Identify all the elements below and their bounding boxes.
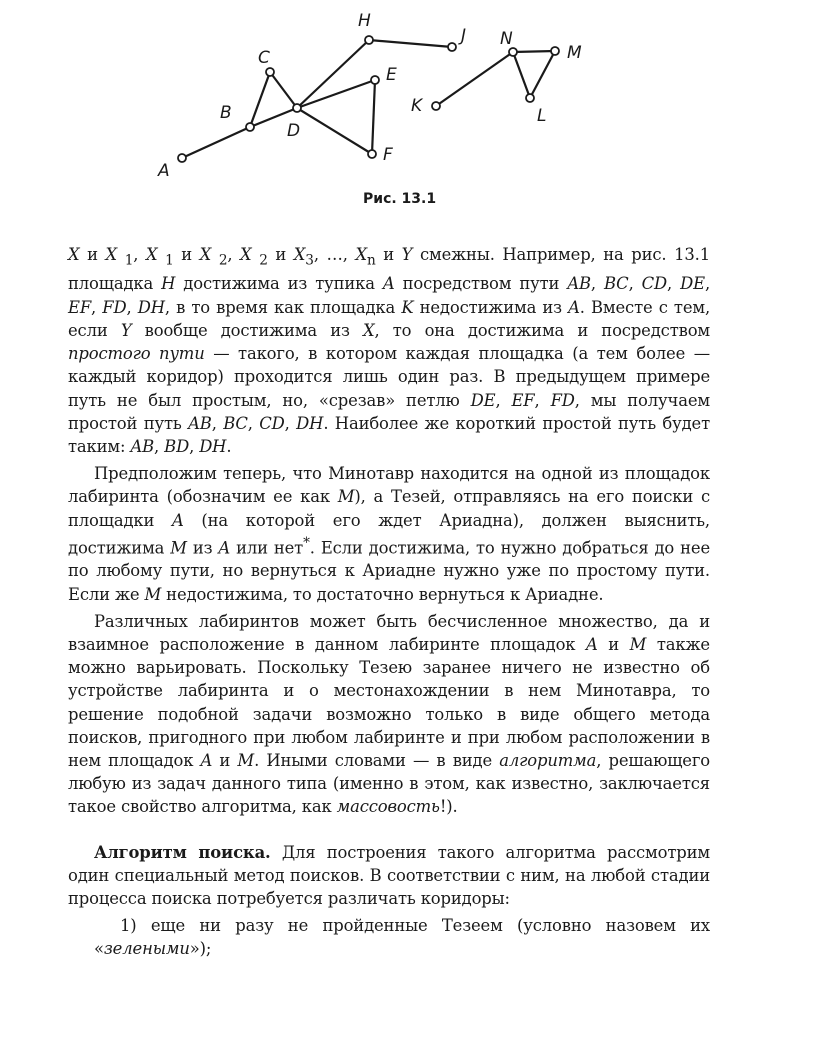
edge-D-E bbox=[297, 80, 375, 108]
node-label-L: L bbox=[537, 106, 547, 126]
node-J bbox=[448, 43, 456, 51]
node-K bbox=[432, 102, 440, 110]
node-M bbox=[551, 47, 559, 55]
edge-K-N bbox=[436, 52, 513, 106]
node-label-K: K bbox=[411, 96, 423, 116]
edge-B-C bbox=[250, 72, 270, 127]
node-L bbox=[526, 94, 534, 102]
edge-L-M bbox=[530, 51, 555, 98]
edge-E-F bbox=[372, 80, 375, 154]
paragraph-5: 1) еще ни разу не пройденные Тезеем (условно назовем их «зелеными»); bbox=[94, 916, 710, 959]
labyrinth-graph-figure bbox=[0, 0, 816, 215]
node-label-A: A bbox=[158, 161, 170, 181]
node-label-E: E bbox=[386, 65, 397, 85]
node-A bbox=[178, 154, 186, 162]
paragraph-1: X и X $_1$, X $_1$ и X $_2$, X $_2$ и $X_3$, …, $X_n$ и Y смежны. Например, на рис. 13.1 площадка H достижима из тупика A посредством пути AB, BC, CD, DE, EF, FD, DH, в то время как площадка K недостижима из A. Вместе с тем, если Y вообще достижима из X, то она достижима и посредством простого пути — такого, в котором каждая площадка (а тем более — каждый коридор) проходится лишь один раз. В предыдущем примере путь не был простым, но, «срезав» петлю DE, EF, FD, мы получаем простой путь AB, BC, CD, DH. Наиболее же короткий простой путь будет таким: AB, BD, DH. bbox=[68, 245, 711, 456]
node-E bbox=[371, 76, 379, 84]
edge-N-M bbox=[513, 51, 555, 52]
node-B bbox=[246, 123, 254, 131]
figure-caption: Рис. 13.1 bbox=[363, 191, 437, 207]
node-N bbox=[509, 48, 517, 56]
edge-C-D bbox=[270, 72, 297, 108]
node-label-N: N bbox=[500, 29, 513, 49]
node-C bbox=[266, 68, 274, 76]
edge-A-B bbox=[182, 127, 250, 158]
node-label-D: D bbox=[287, 121, 301, 141]
node-label-B: B bbox=[220, 103, 232, 123]
node-label-H: H bbox=[358, 11, 371, 31]
paragraph-3: Различных лабиринтов может быть бесчисленное множество, да и взаимное расположение в данном лабиринте площадок A и M также можно варьировать. Поскольку Тезею заранее ничего не известно об устройстве лабиринта и о местонахождении в нем Минотавра, то решение подобной задачи возможно только в виде общего метода поисков, пригодного при любом лабиринте и при любом расположении в нем площадок A и M. Иными словами — в виде алгоритма, решающего любую из задач данного типа (именно в этом, как известно, заключается такое свойство алгоритма, как массовость!). bbox=[68, 611, 711, 817]
node-label-M: M bbox=[567, 43, 582, 63]
edge-D-H bbox=[297, 40, 369, 108]
node-F bbox=[368, 150, 376, 158]
paragraph-2: Предположим теперь, что Минотавр находится на одной из площадок лабиринта (обозначим ее как M), а Тезей, отправляясь на его поиски с площадки A (на которой его ждет Ариадна), должен выяснить, достижима M из A или нет*. Если достижима, то нужно добраться до нее по любому пути, но вернуться к Ариадне нужно уже по простому пути. Если же M недостижима, то достаточно вернуться к Ариадне. bbox=[68, 464, 710, 604]
paragraph-4: Алгоритм поиска. Для построения такого алгоритма рассмотрим один специальный метод поисков. В соответствии с ним, на любой стадии процесса поиска потребуется различать коридоры: bbox=[68, 842, 710, 909]
edge-H-J bbox=[369, 40, 452, 47]
edge-N-L bbox=[513, 52, 530, 98]
node-label-C: C bbox=[258, 48, 270, 68]
node-label-F: F bbox=[383, 145, 393, 165]
body-text bbox=[68, 243, 710, 965]
node-label-J: J bbox=[461, 26, 467, 46]
node-H bbox=[365, 36, 373, 44]
node-D bbox=[293, 104, 301, 112]
edge-D-F bbox=[297, 108, 372, 154]
